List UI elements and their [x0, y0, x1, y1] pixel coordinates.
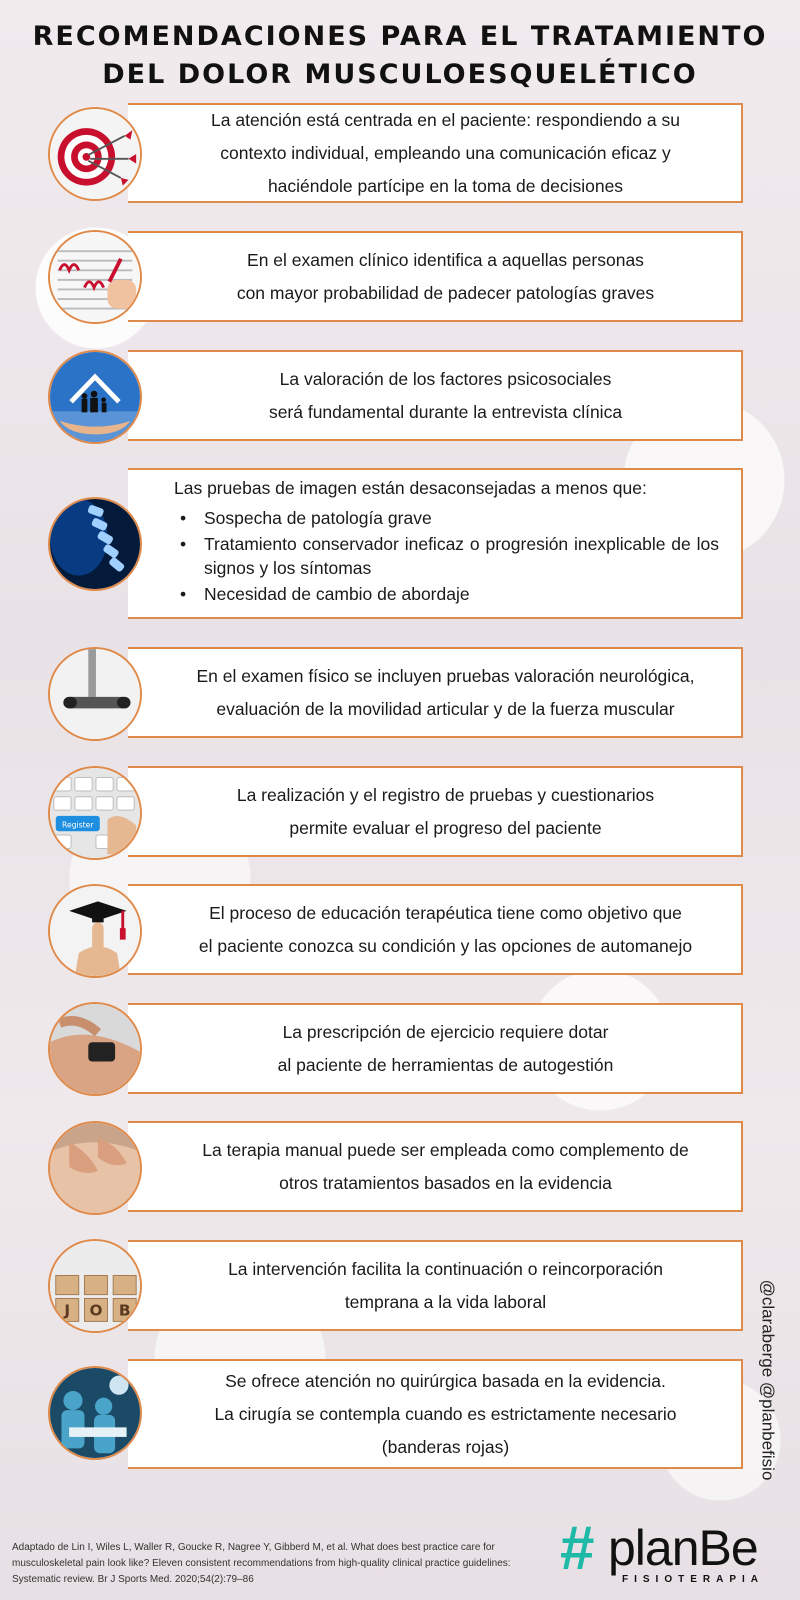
bad-news-icon — [48, 230, 142, 324]
card-8-line-1: La prescripción de ejercicio requiere dotar — [282, 1021, 609, 1042]
recommendation-card-6 — [128, 766, 743, 857]
card-10-line-1: La intervención facilita la continuación o reincorporación — [228, 1258, 663, 1279]
planbe-logo — [560, 1514, 780, 1585]
surgery-icon — [48, 1366, 142, 1460]
card-1-line-1: La atención está centrada en el paciente: respondiendo a su — [211, 109, 680, 130]
recommendation-card-9 — [128, 1121, 743, 1212]
card-1-text — [211, 104, 680, 203]
graduation-cap-icon — [48, 884, 142, 978]
card-2-line-1: En el examen clínico identifica a aquellas personas — [247, 249, 644, 270]
card-9-line-2: otros tratamientos basados en la evidencia — [279, 1172, 612, 1193]
recommendation-card-5 — [128, 647, 743, 738]
social-handles — [752, 1270, 782, 1490]
card-11-line-2: La cirugía se contempla cuando es estrictamente necesario — [214, 1403, 677, 1424]
recommendation-card-8 — [128, 1003, 743, 1094]
svg-text:B: B — [118, 1301, 131, 1320]
keyboard-register-icon — [48, 766, 142, 860]
register-key-label: Register — [62, 820, 94, 830]
title-line-1: RECOMENDACIONES PARA EL TRATAMIENTO — [32, 21, 768, 52]
logo-hash: # — [560, 1514, 595, 1583]
card-4-bullet-1: • Sospecha de patología grave — [174, 506, 719, 530]
recommendation-card-1 — [128, 103, 743, 203]
card-6-line-1: La realización y el registro de pruebas y cuestionarios — [236, 784, 655, 805]
logo-name: planBe — [608, 1520, 758, 1576]
reflex-hammer-icon — [48, 647, 142, 741]
recommendation-card-3 — [128, 350, 743, 441]
job-blocks-icon — [48, 1239, 142, 1333]
card-11-line-1: Se ofrece atención no quirúrgica basada en la evidencia. — [225, 1370, 666, 1391]
card-11-line-3: (banderas rojas) — [381, 1436, 510, 1457]
card-2-line-2: con mayor probabilidad de padecer patologías graves — [236, 282, 655, 303]
svg-text:J: J — [64, 1301, 71, 1320]
card-10-line-2: temprana a la vida laboral — [344, 1291, 547, 1312]
card-5-line-2: evaluación de la movilidad articular y de la fuerza muscular — [216, 698, 675, 719]
card-6-line-2: permite evaluar el progreso del paciente — [289, 817, 602, 838]
spine-xray-icon — [48, 497, 142, 591]
card-1-line-3: haciéndole partícipe en la toma de decisiones — [267, 175, 624, 196]
massage-icon — [48, 1121, 142, 1215]
card-1-line-2: contexto individual, empleando una comunicación eficaz y — [220, 142, 671, 163]
card-7-line-1: El proceso de educación terapéutica tiene como objetivo que — [209, 902, 682, 923]
smartwatch-icon — [48, 1002, 142, 1096]
recommendation-card-10 — [128, 1240, 743, 1331]
card-4-bullet-3: • Necesidad de cambio de abordaje — [174, 582, 719, 606]
recommendation-card-11 — [128, 1359, 743, 1469]
social-handles-text: @claraberge @planbefisio — [758, 1279, 778, 1481]
card-4-lead: Las pruebas de imagen están desaconsejadas a menos que: — [174, 478, 647, 498]
card-4-bullet-list — [174, 506, 719, 608]
card-4-bullet-2: • Tratamiento conservador ineficaz o progresión inexplicable de los signos y los síntomas — [174, 532, 719, 580]
card-3-line-2: será fundamental durante la entrevista clínica — [268, 401, 623, 422]
logo-subtitle: FISIOTERAPIA — [622, 1574, 765, 1585]
card-8-line-2: al paciente de herramientas de autogestión — [277, 1054, 614, 1075]
card-7-line-2: el paciente conozca su condición y las opciones de automanejo — [198, 935, 693, 956]
reference-footnote: Adaptado de Lin I, Wiles L, Waller R, Goucke R, Nagree Y, Gibberd M, et al. What does best practice care for musculoskeletal pain look like? Eleven consistent recommendations from high-quality clinical practice guidelines: Systematic review. Br J Sports Med. 2020;54(2):79–86 — [12, 1542, 511, 1585]
card-9-line-1: La terapia manual puede ser empleada como complemento de — [202, 1139, 689, 1160]
page-title — [0, 18, 800, 94]
recommendation-card-4 — [128, 468, 743, 619]
recommendation-card-2 — [128, 231, 743, 322]
card-5-line-1: En el examen físico se incluyen pruebas valoración neurológica, — [196, 665, 695, 686]
recommendation-card-7 — [128, 884, 743, 975]
title-line-2: DEL DOLOR MUSCULOESQUELÉTICO — [102, 59, 698, 90]
family-house-icon — [48, 350, 142, 444]
card-3-line-1: La valoración de los factores psicosociales — [279, 368, 612, 389]
svg-text:O: O — [89, 1301, 103, 1320]
target-icon — [48, 107, 142, 201]
